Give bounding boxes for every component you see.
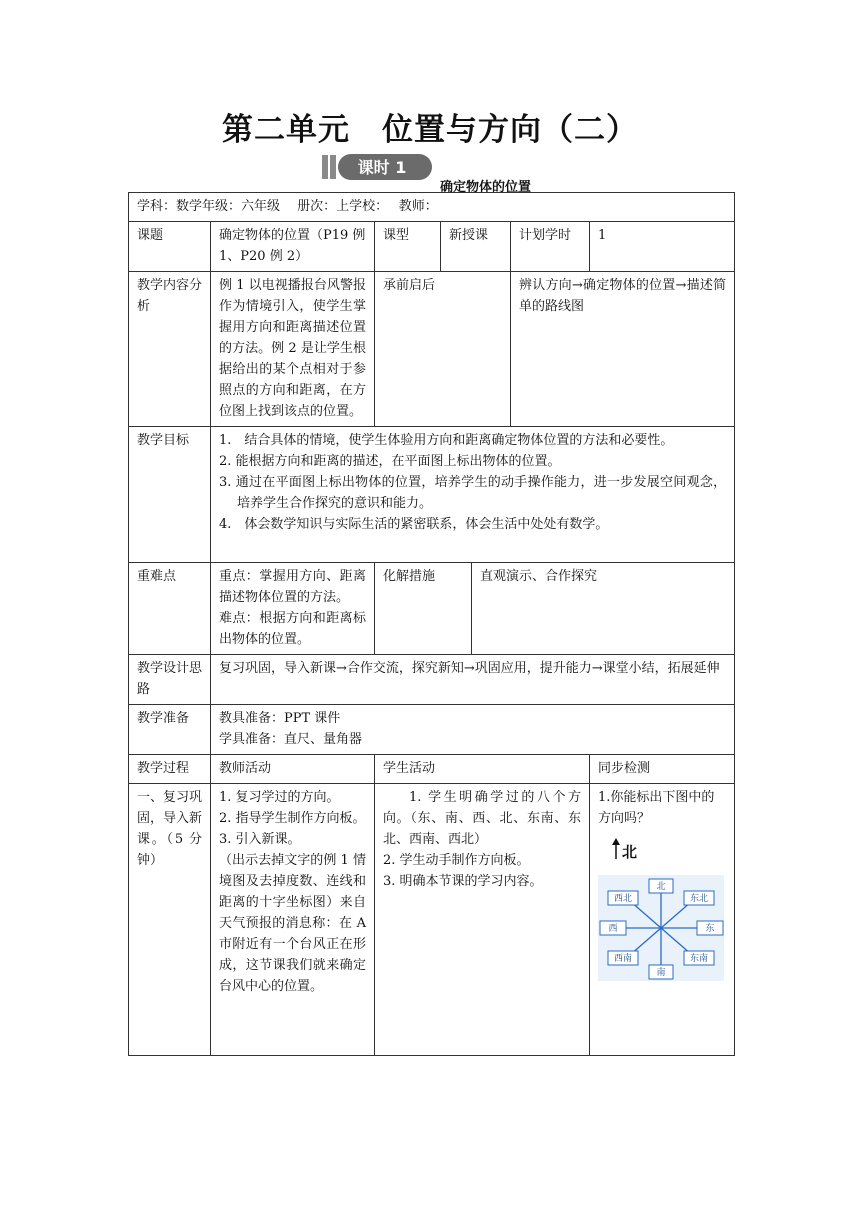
page-title: 第二单元 位置与方向（二） [222,112,638,148]
process-label: 教学过程 [129,755,211,784]
info-text: 学科：数学年级：六年级 册次：上学校： 教师： [129,193,735,222]
process-step-row [129,784,735,1056]
goal-item: 3. 通过在平面图上标出物体的位置，培养学生的动手操作能力，进一步发展空间观念，培养学生合作探究的意识和能力。 [219,475,727,511]
type-label: 课型 [375,222,441,272]
student-activity [375,784,590,1056]
goal-item: 4. 体会数学知识与实际生活的紧密联系，体会生活中处处有数学。 [219,517,609,532]
teacher-step: 3. 引入新课。 [219,832,301,847]
solve-label: 化解措施 [375,563,472,655]
info-row [129,193,735,222]
topic-label: 课题 [129,222,211,272]
compass-e-label: 东 [705,924,715,934]
lesson-badge [322,152,434,182]
type-value: 新授课 [441,222,511,272]
student-prep: 学具准备：直尺、量角器 [219,732,363,747]
teacher-prep: 教具准备：PPT 课件 [219,711,341,726]
north-arrow-icon [612,838,637,861]
sync-check-header: 同步检测 [590,755,735,784]
key-points [211,563,375,655]
topic-value: 确定物体的位置（P19 例 1、P20 例 2） [211,222,375,272]
compass-diagram [598,837,726,983]
north-arrow-label: 北 [622,843,638,861]
compass-nw-label: 西北 [613,894,633,904]
goals-row [129,427,735,563]
lesson-badge-label: 课时 1 [357,158,407,177]
content-text: 例 1 以电视播报台风警报作为情境引入，使学生掌握用方向和距离描述位置的方法。例 2 是让学生根据给出的某个点相对于参照点的方向和距离，在方位图上找到该点的位置。 [211,272,375,427]
prep-label: 教学准备 [129,705,211,755]
link-label: 承前启后 [375,272,511,427]
solve-value: 直观演示、合作探究 [472,563,735,655]
content-row [129,272,735,427]
goal-item: 1. 结合具体的情境，使学生体验用方向和距离确定物体位置的方法和必要性。 [219,433,674,448]
link-value: 辨认方向→确定物体的位置→描述简单的路线图 [511,272,735,427]
compass-ne-label: 东北 [689,894,709,904]
teacher-step: 2. 指导学生制作方向板。 [219,811,366,826]
compass-s-label: 南 [656,968,666,978]
compass-se-label: 东南 [689,954,709,964]
design-text: 复习巩固，导入新课→合作交流，探究新知→巩固应用，提升能力→课堂小结，拓展延伸 [211,655,735,705]
teacher-activity-header: 教师活动 [211,755,375,784]
hours-label: 计划学时 [511,222,590,272]
check-question: 1.你能标出下图中的方向吗？ [598,790,715,826]
goals-label: 教学目标 [129,427,211,563]
teacher-activity [211,784,375,1056]
lesson-plan-table [128,192,735,1056]
sync-check [590,784,735,1056]
student-step: 1. 学生明确学过的八个方向。（东、南、西、北、东南、东北、西南、西北） [383,790,581,847]
key-label: 重难点 [129,563,211,655]
goals-list [211,427,735,563]
prep-items [211,705,735,755]
design-row [129,655,735,705]
key-point: 重点：掌握用方向、距离描述物体位置的方法。 [219,569,366,605]
teacher-step: 1. 复习学过的方向。 [219,790,340,805]
topic-row [129,222,735,272]
process-header-row [129,755,735,784]
content-label: 教学内容分析 [129,272,211,427]
hours-value: 1 [590,222,735,272]
student-step: 2. 学生动手制作方向板。 [383,853,530,868]
hard-point: 难点：根据方向和距离标出物体的位置。 [219,611,366,647]
key-row [129,563,735,655]
compass-w-label: 西 [608,924,618,934]
goal-item: 2. 能根据方向和距离的描述，在平面图上标出物体的位置。 [219,454,561,469]
prep-row [129,705,735,755]
compass-n-label: 北 [656,882,666,892]
design-label: 教学设计思路 [129,655,211,705]
teacher-step: （出示去掉文字的例 1 情境图及去掉度数、连线和距离的十字坐标图）来自天气预报的消息称：在 A 市附近有一个台风正在形成，这节课我们就来确定台风中心的位置。 [219,853,366,994]
lesson-subtitle: 确定物体的位置 [440,180,532,195]
compass-sw-label: 西南 [613,954,633,964]
student-activity-header: 学生活动 [375,755,590,784]
student-step: 3. 明确本节课的学习内容。 [383,874,543,889]
step-stage: 一、复习巩固，导入新课。（5 分钟） [129,784,211,1056]
